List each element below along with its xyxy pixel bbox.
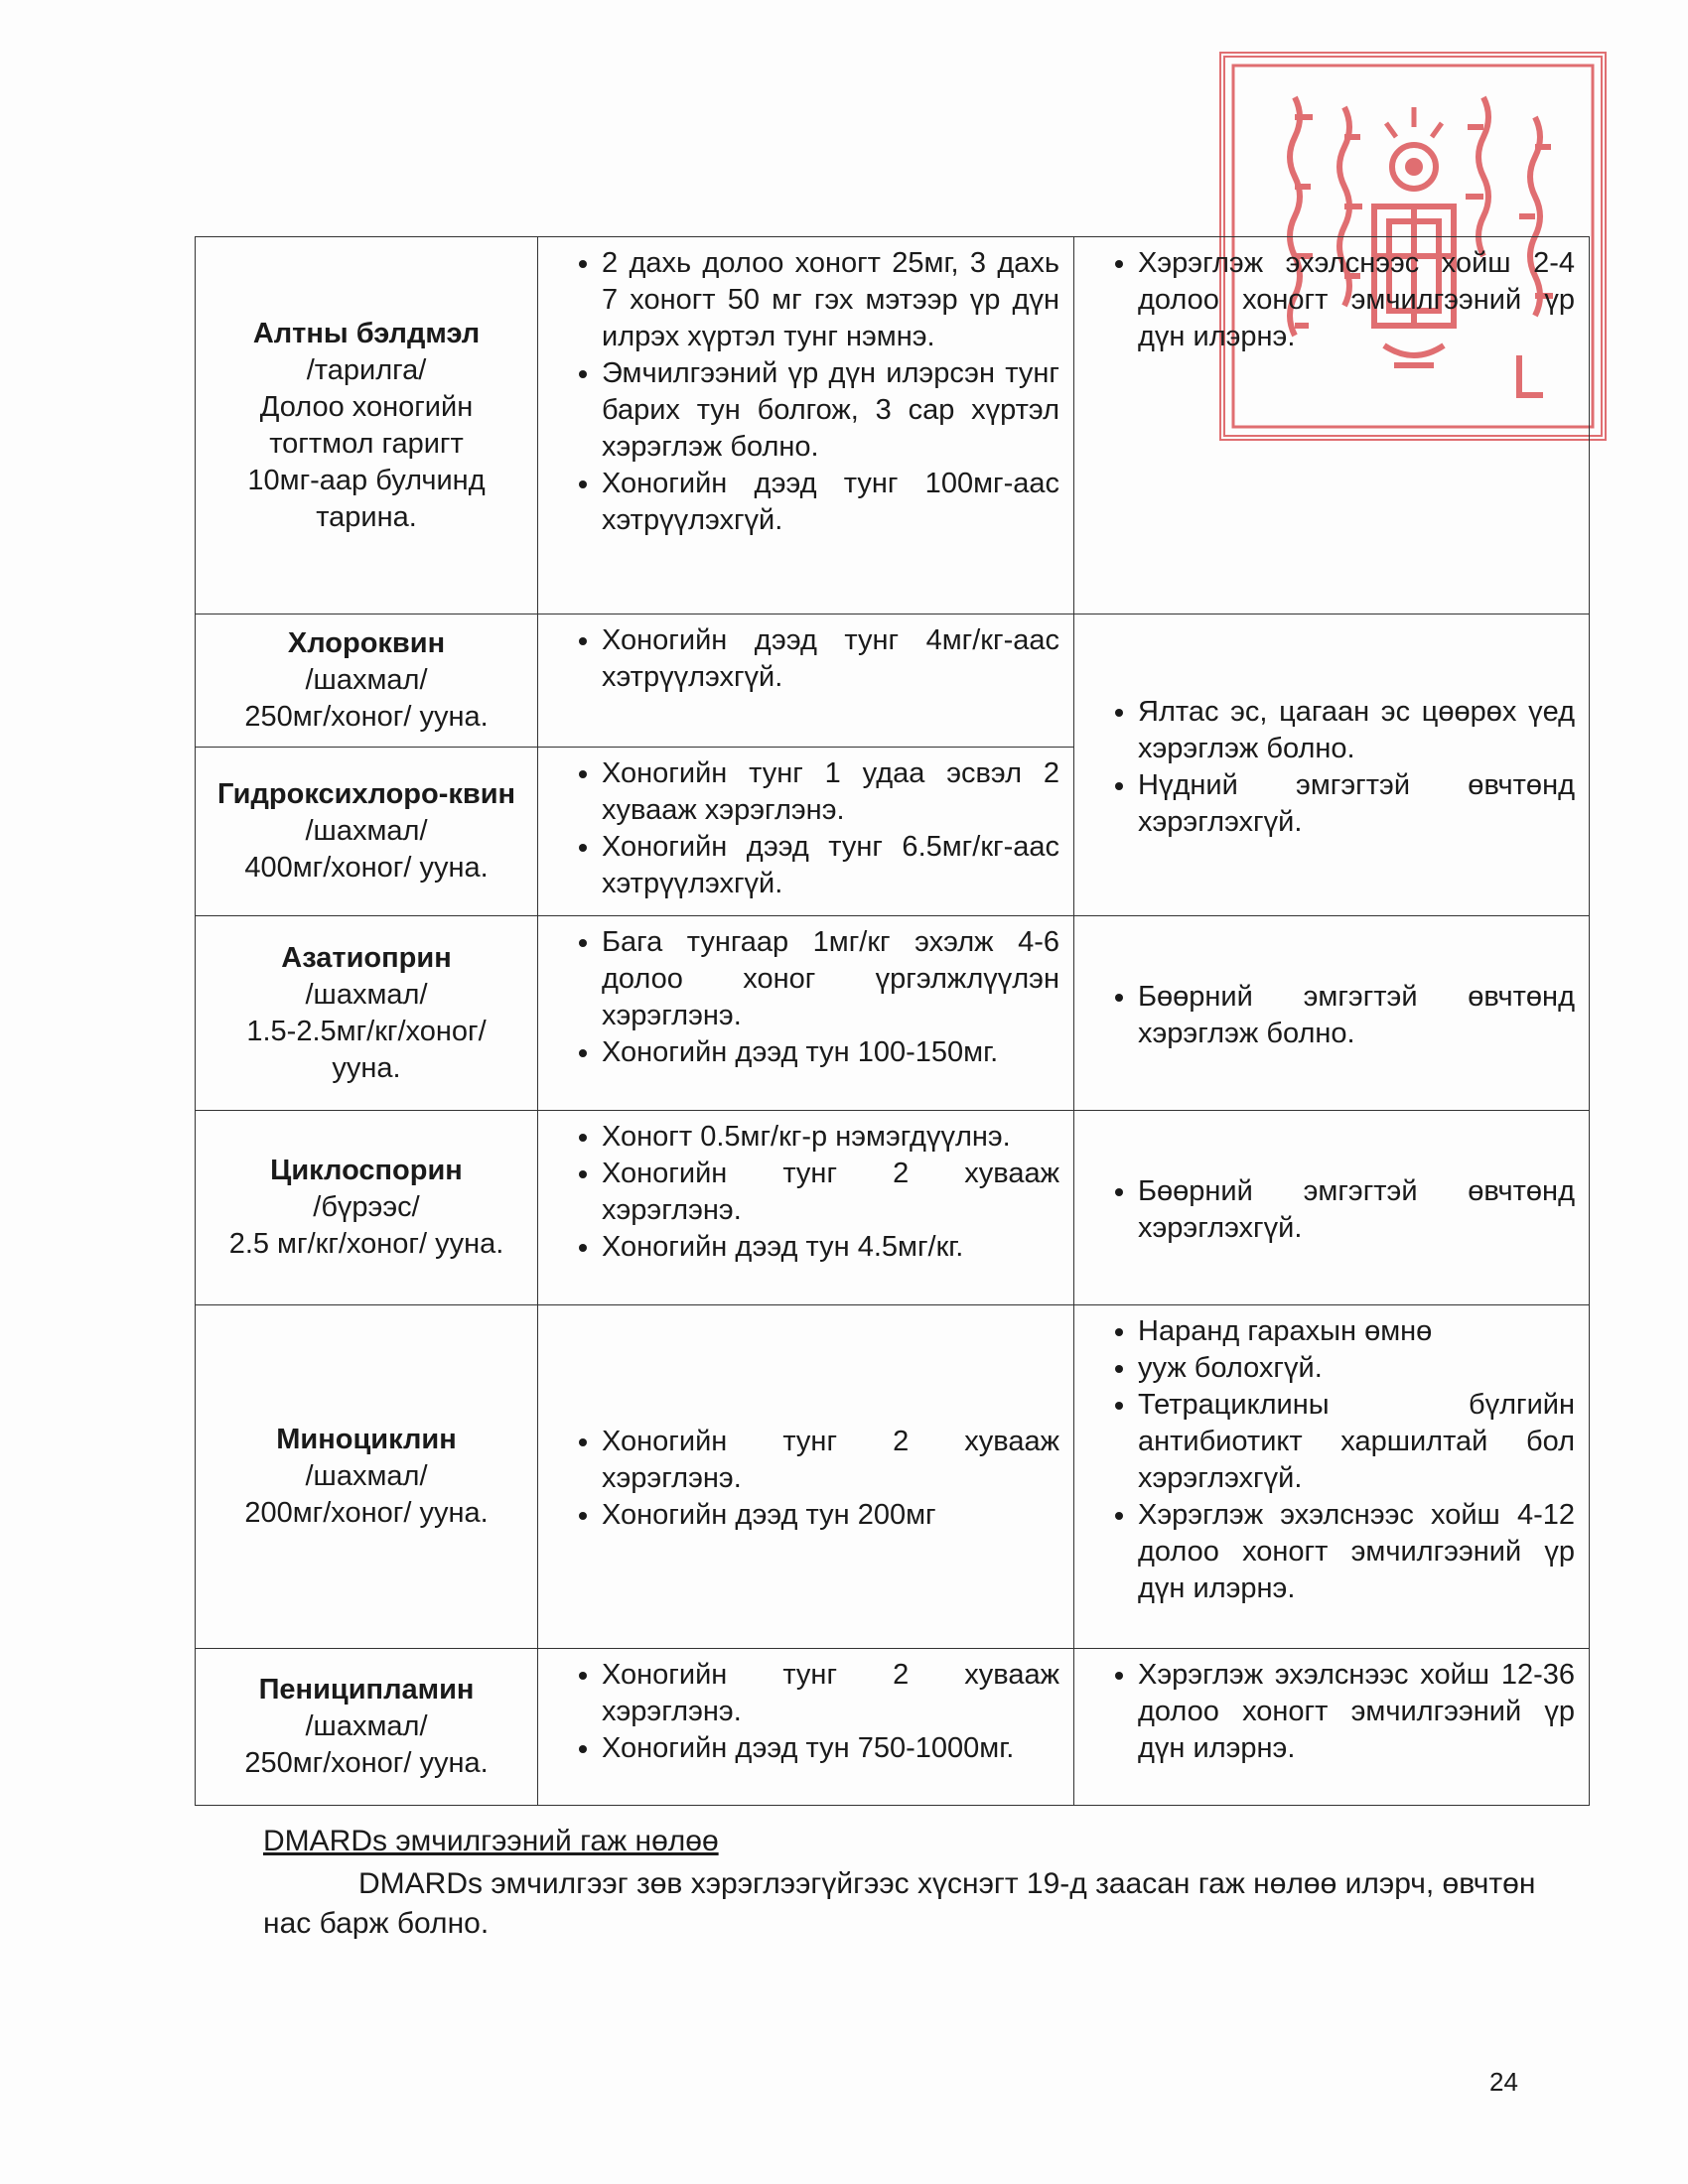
- list-item: • Хоногийн дээд тун 200мг: [602, 1497, 1059, 1534]
- list-item: • Хоногийн тунг 1 удаа эсвэл 2 хувааж хэрэглэнэ.: [602, 755, 1059, 829]
- table-row: [196, 1649, 1590, 1806]
- drug-dose-line: 400мг/хоног/ ууна.: [244, 852, 489, 884]
- list-item: • Хоногт 0.5мг/кг-р нэмэгдүүлнэ.: [602, 1119, 1059, 1156]
- notes-cell: [1074, 1111, 1590, 1305]
- drug-dose-line: тогтмол гаригт: [269, 427, 464, 460]
- table-row: [196, 614, 1590, 748]
- table-row: [196, 916, 1590, 1111]
- notes-cell: [1074, 237, 1590, 614]
- list-item: • 2 дахь долоо хоногт 25мг, 3 дахь 7 хоногт 50 мг гэх мэтээр үр дүн илрэх хүртэл тунг нэмнэ.: [602, 245, 1059, 355]
- drug-dose-line: 250мг/хоног/ ууна.: [244, 701, 489, 733]
- dosing-cell: [538, 1649, 1074, 1806]
- list-item: • Нүдний эмгэгтэй өвчтөнд хэрэглэхгүй.: [1138, 767, 1575, 841]
- notes-cell: [1074, 614, 1590, 916]
- drug-dose-line: Долоо хоногийн: [259, 390, 474, 423]
- dmards-dosage-table: [195, 236, 1590, 1806]
- list-item: • ууж болохгүй.: [1138, 1350, 1575, 1387]
- drug-form: /шахмал/: [305, 1710, 428, 1742]
- dosing-cell: [538, 1305, 1074, 1649]
- dosing-cell: [538, 614, 1074, 748]
- drug-cell: [196, 237, 538, 614]
- drug-dose-line: тарина.: [316, 500, 417, 533]
- list-item: • Хоногийн тунг 2 хувааж хэрэглэнэ.: [602, 1424, 1059, 1497]
- list-item: • Хоногийн дээд тунг 100мг-аас хэтрүүлэхгүй.: [602, 466, 1059, 539]
- list-item: • Хоногийн дээд тун 750-1000мг.: [602, 1730, 1059, 1767]
- list-item: • Хоногийн дээд тунг 4мг/кг-аас хэтрүүлэхгүй.: [602, 622, 1059, 696]
- list-item: • Хэрэглэж эхэлснээс хойш 4-12 долоо хоногт эмчилгээний үр дүн илэрнэ.: [1138, 1497, 1575, 1607]
- drug-dose-line: 250мг/хоног/ ууна.: [244, 1747, 489, 1779]
- table-row: [196, 1111, 1590, 1305]
- drug-name: Миноциклин: [276, 1424, 457, 1455]
- list-item: • Хэрэглэж эхэлснээс хойш 2-4 долоо хоногт эмчилгээний үр дүн илэрнэ.: [1138, 245, 1575, 355]
- drug-name: Пениципламин: [258, 1674, 475, 1706]
- list-item: • Хоногийн дээд тун 100-150мг.: [602, 1034, 1059, 1071]
- notes-cell: [1074, 916, 1590, 1111]
- drug-cell: [196, 748, 538, 916]
- drug-form: /шахмал/: [305, 978, 428, 1011]
- list-item: • Эмчилгээний үр дүн илэрсэн тунг барих тун болгож, 3 сар хүртэл хэрэглэж болно.: [602, 355, 1059, 466]
- dosing-cell: [538, 1111, 1074, 1305]
- drug-dose-line: 2.5 мг/кг/хоног/ ууна.: [228, 1228, 504, 1260]
- page-number: 24: [1489, 2067, 1518, 2097]
- list-item: • Ялтас эс, цагаан эс цөөрөх үед хэрэглэж болно.: [1138, 694, 1575, 767]
- table-row: [196, 237, 1590, 614]
- drug-cell: [196, 1649, 538, 1806]
- list-item: • Хоногийн тунг 2 хувааж хэрэглэнэ.: [602, 1657, 1059, 1730]
- drug-dose-line: 10мг-аар булчинд: [247, 464, 486, 496]
- list-item: • Наранд гарахын өмнө: [1138, 1313, 1575, 1350]
- list-item: • Хоногийн дээд тун 4.5мг/кг.: [602, 1229, 1059, 1266]
- dosing-cell: [538, 916, 1074, 1111]
- section-heading: DMARDs эмчилгээний гаж нөлөө: [263, 1825, 719, 1857]
- drug-form: /шахмал/: [305, 1460, 428, 1492]
- drug-cell: [196, 916, 538, 1111]
- list-item: • Тетрациклины бүлгийн антибиотикт харшилтай бол хэрэглэхгүй.: [1138, 1387, 1575, 1497]
- list-item: • Хоногийн тунг 2 хувааж хэрэглэнэ.: [602, 1156, 1059, 1229]
- drug-name: Алтны бэлдмэл: [252, 317, 481, 349]
- drug-form: /тарилга/: [306, 353, 427, 386]
- drug-cell: [196, 1305, 538, 1649]
- drug-name: Гидроксихлоро-квин: [216, 778, 516, 810]
- list-item: • Хоногийн дээд тунг 6.5мг/кг-аас хэтрүүлэхгүй.: [602, 829, 1059, 902]
- notes-cell: [1074, 1649, 1590, 1806]
- drug-cell: [196, 1111, 538, 1305]
- drug-name: Циклоспорин: [270, 1155, 463, 1186]
- drug-form: /шахмал/: [305, 664, 428, 696]
- drug-form: /бүрээс/: [313, 1191, 420, 1223]
- list-item: • Бага тунгаар 1мг/кг эхэлж 4-6 долоо хоног үргэлжлүүлэн хэрэглэнэ.: [602, 924, 1059, 1034]
- list-item: • Хэрэглэж эхэлснээс хойш 12-36 долоо хоногт эмчилгээний үр дүн илэрнэ.: [1138, 1657, 1575, 1767]
- list-item: • Бөөрний эмгэгтэй өвчтөнд хэрэглэж болно.: [1138, 979, 1575, 1052]
- notes-cell: [1074, 1305, 1590, 1649]
- list-item: • Бөөрний эмгэгтэй өвчтөнд хэрэглэхгүй.: [1138, 1173, 1575, 1247]
- body-paragraph: DMARDs эмчилгээг зөв хэрэглээгүйгээс хүснэгт 19-д заасан гаж нөлөө илэрч, өвчтөн нас барж болно.: [263, 1867, 1536, 1940]
- drug-dose-line: 200мг/хоног/ ууна.: [244, 1497, 489, 1529]
- drug-cell: [196, 614, 538, 748]
- drug-dose-line: ууна.: [332, 1051, 401, 1084]
- dosing-cell: [538, 748, 1074, 916]
- dosing-cell: [538, 237, 1074, 614]
- drug-name: Хлороквин: [287, 627, 446, 659]
- drug-form: /шахмал/: [305, 815, 428, 847]
- drug-dose-line: 1.5-2.5мг/кг/хоног/: [246, 1015, 487, 1047]
- table-row: [196, 1305, 1590, 1649]
- drug-name: Азатиоприн: [281, 941, 452, 974]
